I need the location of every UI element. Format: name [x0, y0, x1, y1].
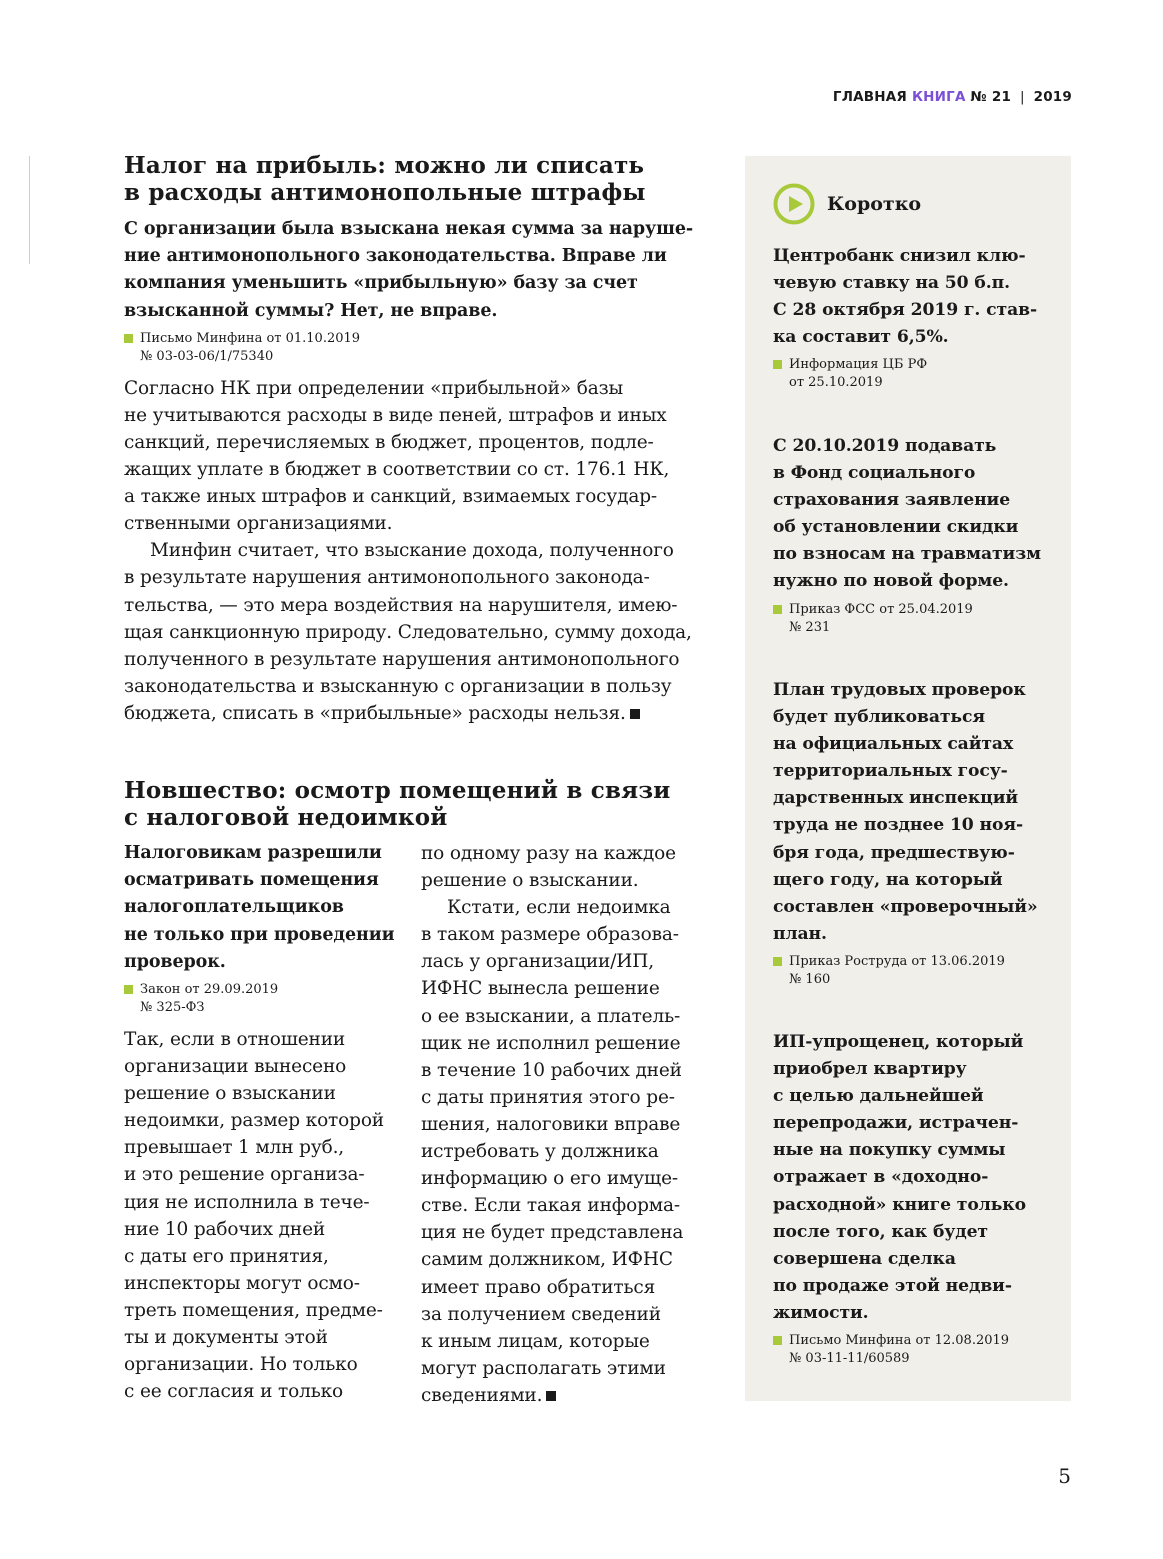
lead-line: труда не позднее 10 ноя-	[773, 815, 1024, 836]
article-profit-tax	[124, 152, 704, 727]
lead-line: налогоплательщиков	[124, 897, 344, 918]
brief-lead	[773, 433, 1063, 596]
article-2-body-col1	[124, 1026, 404, 1405]
source-line: Письмо Минфина от 12.08.2019	[789, 1333, 1010, 1349]
body-line: стве. Если такая информа-	[421, 1195, 680, 1217]
lead-line: ка составит 6,5%.	[773, 327, 949, 348]
lead-line: ИП-упрощенец, который	[773, 1032, 1024, 1052]
title-line: в расходы антимонопольные штрафы	[124, 179, 646, 206]
body-line: жащих уплате в бюджет в соответствии со ст. 176.1 НК,	[124, 459, 670, 481]
body-line: в таком размере образова-	[421, 924, 679, 946]
source-line: № 231	[789, 619, 831, 635]
body-line: о ее взыскании, а платель-	[421, 1005, 681, 1027]
lead-line: щего году, на который	[773, 869, 1003, 890]
article-2-source	[124, 981, 404, 1017]
sidebar-title: Коротко	[827, 193, 922, 215]
lead-line: чевую ставку на 50 б.п.	[773, 273, 1010, 294]
body-line: ИФНС вынесла решение	[421, 978, 660, 1000]
lead-line: осматривать помещения	[124, 870, 379, 891]
paragraph	[421, 894, 721, 1409]
lead-line: расходной» книге только	[773, 1194, 1026, 1215]
header-brand-1: ГЛАВНАЯ	[832, 89, 908, 105]
lead-line: жимости.	[773, 1302, 869, 1323]
source-line: Приказ ФСС от 25.04.2019	[789, 601, 973, 617]
lead-line: взысканной суммы? Нет, не вправе.	[124, 300, 498, 321]
lead-line: с целью дальнейшей	[773, 1086, 984, 1107]
body-line: сведениями.	[421, 1384, 543, 1406]
end-mark-icon	[630, 709, 640, 719]
body-line: недоимки, размер которой	[124, 1110, 384, 1132]
body-line: инспекторы могут осмо-	[124, 1272, 360, 1294]
title-line: с налоговой недоимкой	[124, 804, 448, 831]
header-separator: |	[1019, 89, 1025, 105]
lead-line: Центробанк снизил клю-	[773, 246, 1026, 266]
lead-line: на официальных сайтах	[773, 734, 1014, 755]
lead-line: перепродажи, истрачен-	[773, 1113, 1019, 1134]
article-1-title	[124, 152, 704, 206]
bullet-square-icon	[124, 985, 133, 994]
article-2-title	[124, 777, 704, 831]
body-line: лась у организации/ИП,	[421, 951, 654, 973]
body-line: бюджета, списать в «прибыльные» расходы нельзя.	[124, 702, 626, 724]
brief-lead	[773, 1029, 1063, 1327]
source-line: Приказ Роструда от 13.06.2019	[789, 953, 1005, 969]
lead-line: составлен «проверочный»	[773, 896, 1038, 917]
source-line: № 160	[789, 971, 831, 987]
lead-line: дарственных инспекций	[773, 788, 1019, 809]
lead-line: План трудовых проверок	[773, 680, 1026, 700]
body-line: превышает 1 млн руб.,	[124, 1137, 345, 1159]
source-line: № 325-ФЗ	[140, 1000, 205, 1016]
paragraph	[124, 1026, 404, 1405]
article-inspection	[124, 777, 704, 831]
title-line: Новшество: осмотр помещений в связи	[124, 777, 671, 804]
body-line: с даты его принятия,	[124, 1245, 329, 1267]
body-line: по одному разу на каждое	[421, 843, 676, 864]
body-line: с ее согласия и только	[124, 1381, 344, 1403]
lead-line: С 20.10.2019 подавать	[773, 436, 997, 456]
lead-line: приобрел квартиру	[773, 1059, 967, 1080]
lead-line: по продаже этой недви-	[773, 1275, 1012, 1296]
article-1-lead	[124, 216, 704, 325]
lead-line: страхования заявление	[773, 490, 1011, 511]
body-line: и это решение организа-	[124, 1164, 365, 1186]
brief-item	[773, 1029, 1063, 1368]
sidebar-briefly	[745, 156, 1071, 1401]
bullet-square-icon	[124, 334, 133, 343]
bullet-square-icon	[773, 605, 782, 614]
end-mark-icon	[546, 1391, 556, 1401]
body-line: щик не исполнил решение	[421, 1032, 681, 1054]
article-1-source	[124, 330, 704, 366]
lead-line: не только при проведении	[124, 924, 395, 945]
lead-line: будет публиковаться	[773, 707, 985, 728]
article-2-column-2	[421, 840, 721, 1409]
play-circle-icon	[773, 183, 815, 225]
sidebar-header	[773, 183, 921, 225]
body-line: ты и документы этой	[124, 1327, 328, 1349]
lead-line: С 28 октября 2019 г. став-	[773, 300, 1037, 321]
brief-source	[773, 601, 1063, 637]
paragraph	[421, 840, 721, 894]
body-line: Так, если в отношении	[124, 1029, 346, 1051]
paragraph	[124, 375, 704, 538]
lead-line: территориальных госу-	[773, 761, 1008, 782]
body-line: Согласно НК при определении «прибыльной» базы	[124, 377, 624, 399]
body-line: решение о взыскании.	[421, 870, 639, 892]
lead-line: Налоговикам разрешили	[124, 843, 382, 863]
brief-lead	[773, 677, 1063, 948]
body-line: могут располагать этими	[421, 1357, 666, 1379]
brief-source	[773, 356, 1063, 392]
body-line: к иным лицам, которые	[421, 1330, 650, 1352]
body-line: треть помещения, предме-	[124, 1299, 383, 1321]
body-line: полученного в результате нарушения антимонопольного	[124, 648, 680, 670]
paragraph	[124, 537, 704, 727]
running-header	[833, 89, 1072, 105]
source-line: № 03-11-11/60589	[789, 1351, 910, 1367]
article-1-body	[124, 375, 704, 727]
body-line: самим должником, ИФНС	[421, 1249, 673, 1271]
body-line: организации. Но только	[124, 1354, 358, 1376]
lead-line: по взносам на травматизм	[773, 544, 1041, 565]
body-line: Минфин считает, что взыскание дохода, полученного	[150, 540, 674, 562]
lead-line: совершена сделка	[773, 1248, 956, 1269]
header-issue: № 21	[970, 89, 1012, 105]
body-line: санкций, перечисляемых в бюджет, процентов, подле-	[124, 432, 654, 453]
body-line: законодательства и взысканную с организации в пользу	[124, 675, 672, 697]
body-line: за получением сведений	[421, 1303, 661, 1325]
bullet-square-icon	[773, 1336, 782, 1345]
lead-line: компания уменьшить «прибыльную» базу за счет	[124, 273, 638, 294]
body-line: шения, налоговики вправе	[421, 1113, 681, 1135]
source-line: от 25.10.2019	[789, 375, 883, 391]
source-line: Закон от 29.09.2019	[140, 982, 279, 998]
lead-line: нужно по новой форме.	[773, 571, 1009, 592]
body-line: информацию о его имуще-	[421, 1168, 678, 1190]
lead-line: проверок.	[124, 951, 226, 972]
brief-item	[773, 677, 1063, 989]
page-number: 5	[1058, 1464, 1071, 1488]
brief-item	[773, 433, 1063, 637]
title-line: Налог на прибыль: можно ли списать	[124, 152, 645, 179]
lead-line: отражает в «доходно-	[773, 1167, 989, 1188]
body-line: с даты принятия этого ре-	[421, 1086, 675, 1108]
lead-line: план.	[773, 923, 827, 944]
body-line: в течение 10 рабочих дней	[421, 1059, 682, 1081]
header-year: 2019	[1033, 89, 1072, 105]
margin-rule	[29, 156, 30, 264]
body-line: ственными организациями.	[124, 513, 393, 535]
brief-source	[773, 953, 1063, 989]
body-line: истребовать у должника	[421, 1141, 659, 1163]
source-line: № 03-03-06/1/75340	[140, 348, 274, 364]
lead-line: С организации была взыскана некая сумма за наруше-	[124, 219, 694, 239]
article-2-lead	[124, 840, 404, 976]
lead-line: бря года, предшествую-	[773, 842, 1015, 863]
body-line: имеет право обратиться	[421, 1276, 656, 1298]
body-line: ция не исполнила в тече-	[124, 1191, 370, 1213]
source-line: Письмо Минфина от 01.10.2019	[140, 330, 361, 346]
lead-line: ные на покупку суммы	[773, 1140, 1006, 1161]
header-brand-2: КНИГА	[911, 89, 966, 105]
lead-line: ние антимонопольного законодательства. Вправе ли	[124, 246, 667, 267]
body-line: Кстати, если недоимка	[447, 897, 671, 919]
lead-line: после того, как будет	[773, 1221, 988, 1242]
brief-lead	[773, 243, 1063, 351]
lead-line: об установлении скидки	[773, 517, 1019, 538]
brief-source	[773, 1332, 1063, 1368]
body-line: ция не будет представлена	[421, 1222, 684, 1244]
source-line: Информация ЦБ РФ	[789, 357, 928, 373]
bullet-square-icon	[773, 957, 782, 966]
body-line: в результате нарушения антимонопольного законода-	[124, 567, 650, 589]
body-line: тельства, — это мера воздействия на нарушителя, имею-	[124, 594, 678, 616]
article-2-body-col2	[421, 840, 721, 1409]
bullet-square-icon	[773, 360, 782, 369]
body-line: не учитываются расходы в виде пеней, штрафов и иных	[124, 404, 667, 426]
body-line: ние 10 рабочих дней	[124, 1218, 326, 1240]
body-line: а также иных штрафов и санкций, взимаемых государ-	[124, 486, 658, 508]
body-line: щая санкционную природу. Следовательно, сумму дохода,	[124, 621, 692, 643]
article-2-column-1	[124, 840, 404, 1405]
body-line: решение о взыскании	[124, 1083, 336, 1105]
body-line: организации вынесено	[124, 1056, 347, 1078]
lead-line: в Фонд социального	[773, 463, 976, 484]
brief-item	[773, 243, 1063, 392]
